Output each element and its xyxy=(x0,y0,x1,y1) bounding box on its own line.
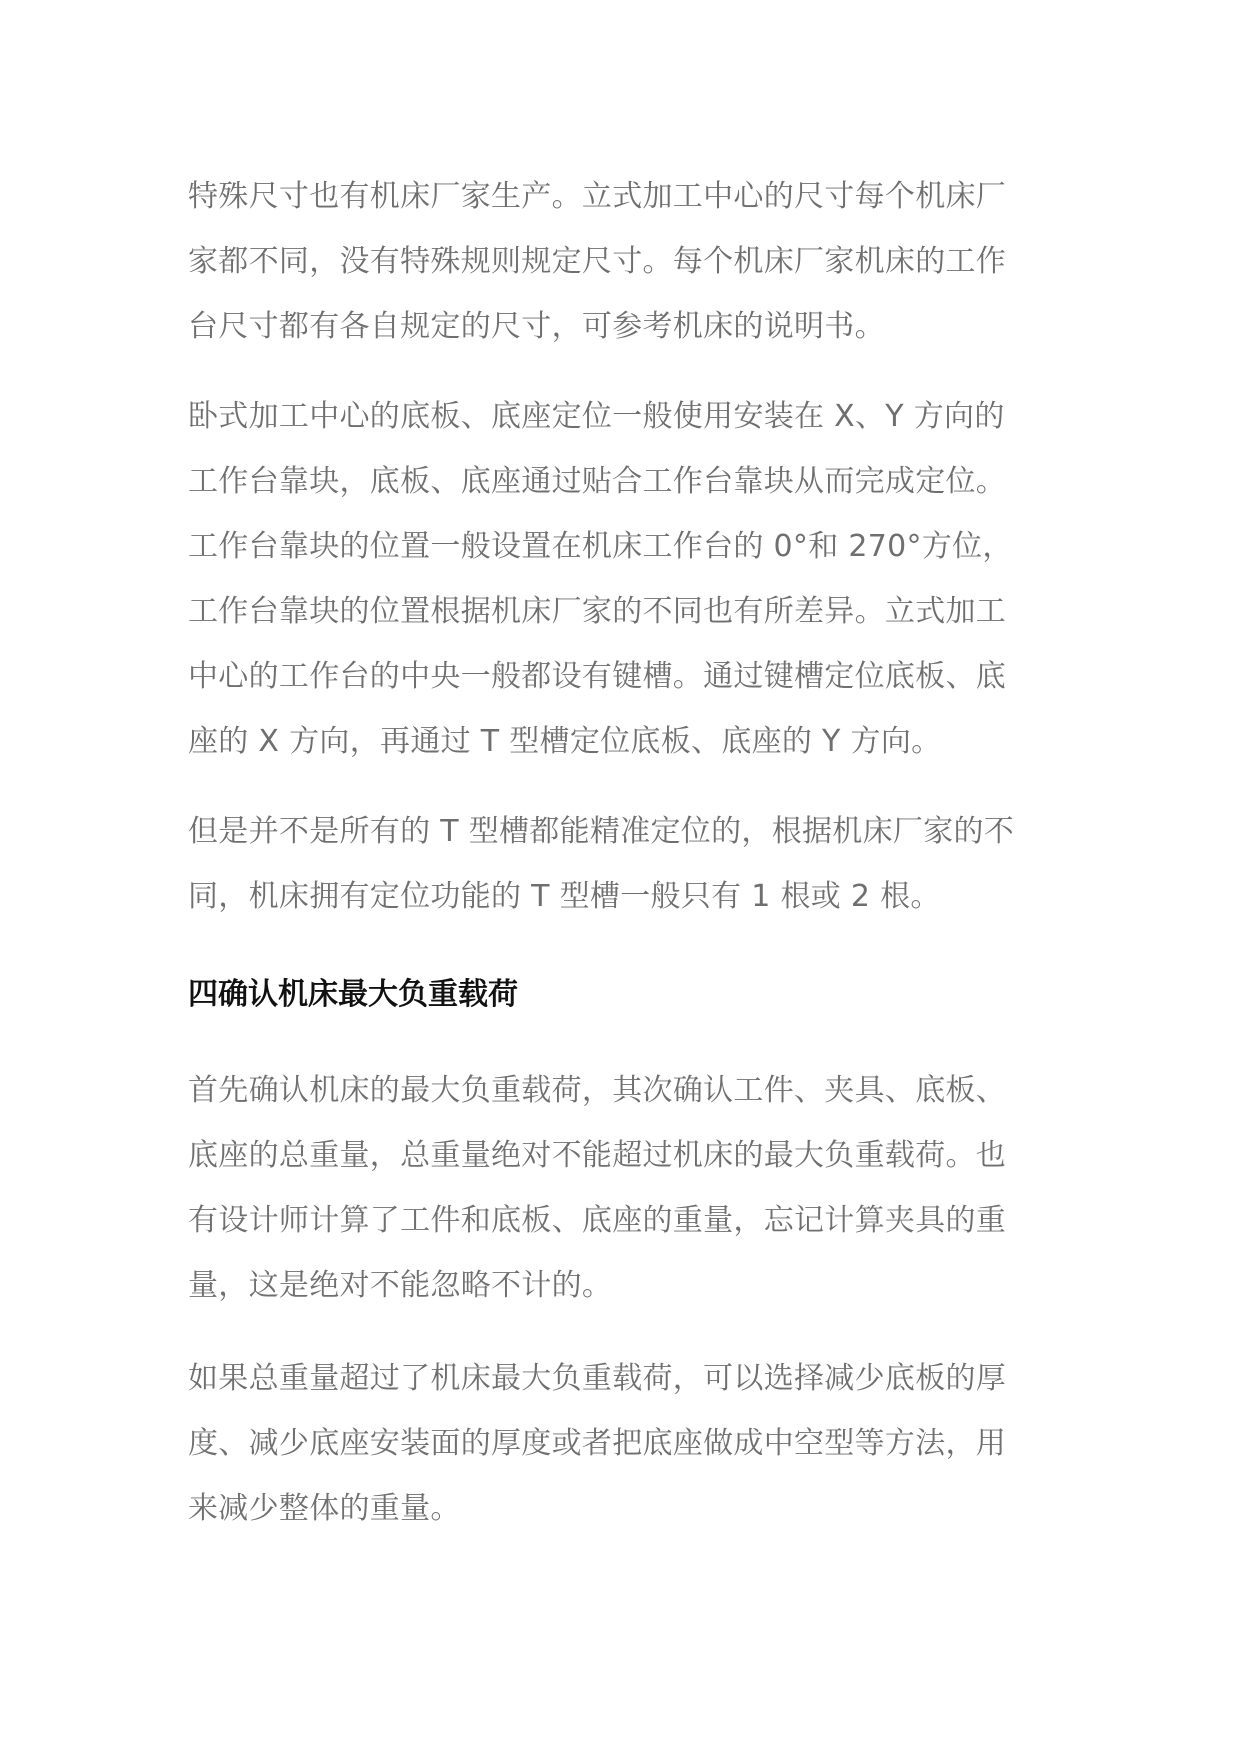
paragraph-t-slot xyxy=(188,799,1028,929)
text-line: 底座的总重量，总重量绝对不能超过机床的最大负重载荷。也 xyxy=(188,1138,1007,1173)
section-heading: 四确认机床最大负重载荷 xyxy=(188,977,518,1012)
text-line: 家都不同，没有特殊规则规定尺寸。每个机床厂家机床的工作 xyxy=(188,244,1007,279)
paragraph-load-check xyxy=(188,1058,1028,1318)
text-line: 工作台靠块的位置一般设置在机床工作台的 0°和 270°方位， xyxy=(188,529,1013,564)
text-line: 卧式加工中心的底板、底座定位一般使用安装在 X、Y 方向的 xyxy=(188,399,1005,434)
text-line: 工作台靠块的位置根据机床厂家的不同也有所差异。立式加工 xyxy=(188,594,1007,629)
text-line: 有设计师计算了工件和底板、底座的重量，忘记计算夹具的重 xyxy=(188,1203,1007,1238)
text-line: 来减少整体的重量。 xyxy=(188,1491,461,1526)
paragraph-positioning xyxy=(188,384,1028,774)
text-line: 中心的工作台的中央一般都设有键槽。通过键槽定位底板、底 xyxy=(188,659,1007,694)
text-line: 度、减少底座安装面的厚度或者把底座做成中空型等方法，用 xyxy=(188,1426,1007,1461)
paragraph-reduce-weight xyxy=(188,1346,1028,1541)
text-line: 特殊尺寸也有机床厂家生产。立式加工中心的尺寸每个机床厂 xyxy=(188,179,1007,214)
text-line: 量，这是绝对不能忽略不计的。 xyxy=(188,1268,613,1303)
text-line: 首先确认机床的最大负重载荷，其次确认工件、夹具、底板、 xyxy=(188,1073,1007,1108)
text-line: 如果总重量超过了机床最大负重载荷，可以选择减少底板的厚 xyxy=(188,1361,1007,1396)
text-line: 台尺寸都有各自规定的尺寸，可参考机床的说明书。 xyxy=(188,309,885,344)
paragraph-machine-size xyxy=(188,164,1028,359)
text-line: 工作台靠块，底板、底座通过贴合工作台靠块从而完成定位。 xyxy=(188,464,1007,499)
text-line: 座的 X 方向，再通过 T 型槽定位底板、底座的 Y 方向。 xyxy=(188,724,942,759)
text-line: 但是并不是所有的 T 型槽都能精准定位的，根据机床厂家的不 xyxy=(188,814,1015,849)
text-line: 同，机床拥有定位功能的 T 型槽一般只有 1 根或 2 根。 xyxy=(188,879,941,914)
